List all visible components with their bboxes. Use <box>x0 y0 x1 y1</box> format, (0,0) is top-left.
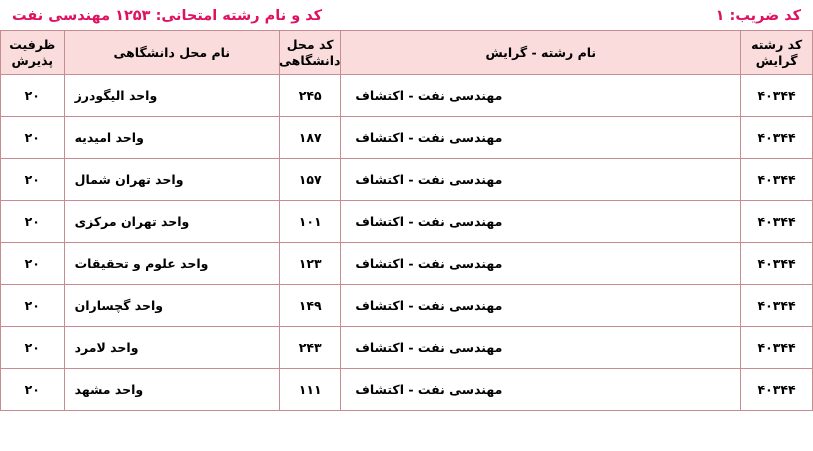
table-header <box>1 31 813 75</box>
cell-field-name: مهندسی نفت - اکتشاف <box>341 159 741 201</box>
cell-field-name: مهندسی نفت - اکتشاف <box>341 327 741 369</box>
cell-place-code: ۱۸۷ <box>279 117 341 159</box>
cell-place-name: واحد تهران شمال <box>64 159 279 201</box>
table-row <box>1 75 813 117</box>
column-header-place-code-line1: کد محل <box>286 36 334 52</box>
cell-capacity: ۲۰ <box>1 117 65 159</box>
admissions-table <box>0 30 813 411</box>
column-header-place-code-line2: دانشگاهی <box>279 52 341 68</box>
table-row <box>1 243 813 285</box>
column-header-place-name-line1: نام محل دانشگاهی <box>113 44 231 60</box>
column-header-capacity <box>1 31 65 75</box>
cell-capacity: ۲۰ <box>1 369 65 411</box>
column-header-field-code <box>741 31 813 75</box>
cell-field-name: مهندسی نفت - اکتشاف <box>341 117 741 159</box>
cell-capacity: ۲۰ <box>1 201 65 243</box>
cell-field-name: مهندسی نفت - اکتشاف <box>341 369 741 411</box>
table-row <box>1 285 813 327</box>
cell-field-code: ۴۰۳۴۴ <box>741 75 813 117</box>
cell-place-code: ۱۰۱ <box>279 201 341 243</box>
column-header-field-name-line1: نام رشته - گرایش <box>485 44 597 60</box>
table-body <box>1 75 813 411</box>
cell-place-name: واحد مشهد <box>64 369 279 411</box>
page-title: کد و نام رشته امتحانی: ۱۲۵۳ مهندسی نفت <box>12 8 323 24</box>
cell-capacity: ۲۰ <box>1 159 65 201</box>
cell-field-name: مهندسی نفت - اکتشاف <box>341 243 741 285</box>
cell-place-code: ۲۴۵ <box>279 75 341 117</box>
column-header-place-code <box>279 31 341 75</box>
cell-place-name: واحد تهران مرکزی <box>64 201 279 243</box>
table-row <box>1 117 813 159</box>
cell-capacity: ۲۰ <box>1 285 65 327</box>
cell-place-code: ۲۴۳ <box>279 327 341 369</box>
cell-place-code: ۱۲۳ <box>279 243 341 285</box>
cell-place-code: ۱۱۱ <box>279 369 341 411</box>
document-header <box>0 0 813 30</box>
cell-field-code: ۴۰۳۴۴ <box>741 159 813 201</box>
cell-field-code: ۴۰۳۴۴ <box>741 201 813 243</box>
cell-field-name: مهندسی نفت - اکتشاف <box>341 285 741 327</box>
cell-field-code: ۴۰۳۴۴ <box>741 327 813 369</box>
cell-place-name: واحد الیگودرز <box>64 75 279 117</box>
cell-field-name: مهندسی نفت - اکتشاف <box>341 75 741 117</box>
table-row <box>1 327 813 369</box>
cell-place-name: واحد لامرد <box>64 327 279 369</box>
column-header-capacity-line2: پذیرش <box>11 52 54 68</box>
cell-field-name: مهندسی نفت - اکتشاف <box>341 201 741 243</box>
cell-place-name: واحد گچساران <box>64 285 279 327</box>
column-header-place-name <box>64 31 279 75</box>
column-header-field-code-line1: کد رشته <box>751 36 803 52</box>
cell-place-name: واحد امیدیه <box>64 117 279 159</box>
cell-field-code: ۴۰۳۴۴ <box>741 243 813 285</box>
table-header-row <box>1 31 813 75</box>
cell-capacity: ۲۰ <box>1 75 65 117</box>
coefficient-label: کد ضریب: ۱ <box>715 8 801 24</box>
table-row <box>1 369 813 411</box>
cell-capacity: ۲۰ <box>1 327 65 369</box>
cell-place-code: ۱۴۹ <box>279 285 341 327</box>
cell-place-name: واحد علوم و تحقیقات <box>64 243 279 285</box>
column-header-capacity-line1: ظرفیت <box>9 36 56 52</box>
cell-field-code: ۴۰۳۴۴ <box>741 117 813 159</box>
table-row <box>1 159 813 201</box>
cell-place-code: ۱۵۷ <box>279 159 341 201</box>
column-header-field-code-line2: گرایش <box>755 52 798 68</box>
cell-field-code: ۴۰۳۴۴ <box>741 285 813 327</box>
cell-field-code: ۴۰۳۴۴ <box>741 369 813 411</box>
column-header-field-name <box>341 31 741 75</box>
table-row <box>1 201 813 243</box>
cell-capacity: ۲۰ <box>1 243 65 285</box>
